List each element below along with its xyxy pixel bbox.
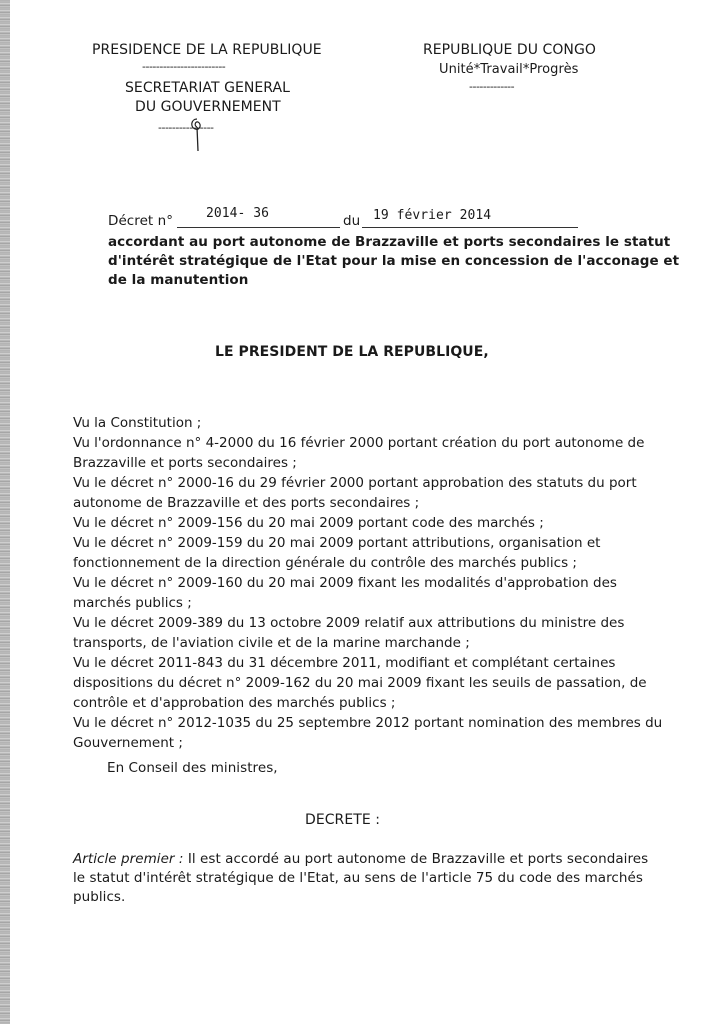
decree-date-line: [362, 227, 578, 228]
visa-line: contrôle et d'approbation des marchés publics ;: [73, 695, 396, 711]
council-line: En Conseil des ministres,: [107, 760, 278, 776]
header-divider-right: -------------: [469, 80, 515, 93]
visa-line: Vu le décret 2009-389 du 13 octobre 2009 relatif aux attributions du ministre des: [73, 615, 625, 631]
visa-line: Vu le décret n° 2000-16 du 29 février 2000 portant approbation des statuts du port: [73, 475, 637, 491]
decrete-heading: DECRETE :: [305, 812, 380, 828]
decree-subtitle-3: de la manutention: [108, 272, 249, 288]
visa-line: Vu le décret n° 2009-156 du 20 mai 2009 portant code des marchés ;: [73, 515, 544, 531]
header-gouvernement: DU GOUVERNEMENT: [135, 99, 281, 115]
decree-du: du: [343, 213, 361, 229]
decree-date: 19 février 2014: [373, 208, 492, 223]
article-text-1: Il est accordé au port autonome de Brazzaville et ports secondaires: [187, 851, 649, 867]
president-heading: LE PRESIDENT DE LA REPUBLIQUE,: [215, 344, 489, 360]
visa-line: Vu le décret 2011-843 du 31 décembre 2011, modifiant et complétant certaines: [73, 655, 616, 671]
visa-line: Vu le décret n° 2012-1035 du 25 septembre 2012 portant nomination des membres du: [73, 715, 663, 731]
visa-line: autonome de Brazzaville et des ports secondaires ;: [73, 495, 420, 511]
visa-line: marchés publics ;: [73, 595, 192, 611]
header-divider-2: ----------------: [158, 121, 214, 134]
header-divider-1: ------------------------: [142, 60, 226, 73]
decree-label: Décret n°: [108, 213, 174, 229]
decree-number-line: [177, 227, 340, 228]
decree-subtitle-1: accordant au port autonome de Brazzaville et ports secondaires le statut: [108, 234, 671, 250]
visa-line: Brazzaville et ports secondaires ;: [73, 455, 297, 471]
header-republique: REPUBLIQUE DU CONGO: [423, 42, 596, 58]
visa-line: Vu le décret n° 2009-160 du 20 mai 2009 fixant les modalités d'approbation des: [73, 575, 617, 591]
visa-line: Vu l'ordonnance n° 4-2000 du 16 février 2000 portant création du port autonome de: [73, 435, 645, 451]
article-text-3: publics.: [73, 889, 126, 905]
scan-edge-artifact: [0, 0, 10, 1024]
handwritten-mark: [187, 113, 207, 153]
header-presidence: PRESIDENCE DE LA REPUBLIQUE: [92, 42, 322, 58]
header-motto: Unité*Travail*Progrès: [439, 62, 579, 77]
article-first-line: [73, 851, 648, 867]
visa-line: Vu la Constitution ;: [73, 415, 202, 431]
decree-subtitle-2: d'intérêt stratégique de l'Etat pour la mise en concession de l'acconage et: [108, 253, 680, 269]
visas-block: [73, 415, 663, 755]
visa-line: Gouvernement ;: [73, 735, 183, 751]
header-secretariat: SECRETARIAT GENERAL: [125, 80, 290, 96]
visa-line: transports, de l'aviation civile et de la marine marchande ;: [73, 635, 470, 651]
article-label: Article premier :: [73, 851, 184, 867]
decree-number: 2014- 36: [206, 206, 270, 221]
visa-line: fonctionnement de la direction générale du contrôle des marchés publics ;: [73, 555, 577, 571]
visa-line: dispositions du décret n° 2009-162 du 20 mai 2009 fixant les seuils de passation, de: [73, 675, 647, 691]
article-text-2: le statut d'intérêt stratégique de l'Etat, au sens de l'article 75 du code des marchés: [73, 870, 643, 886]
visa-line: Vu le décret n° 2009-159 du 20 mai 2009 portant attributions, organisation et: [73, 535, 601, 551]
